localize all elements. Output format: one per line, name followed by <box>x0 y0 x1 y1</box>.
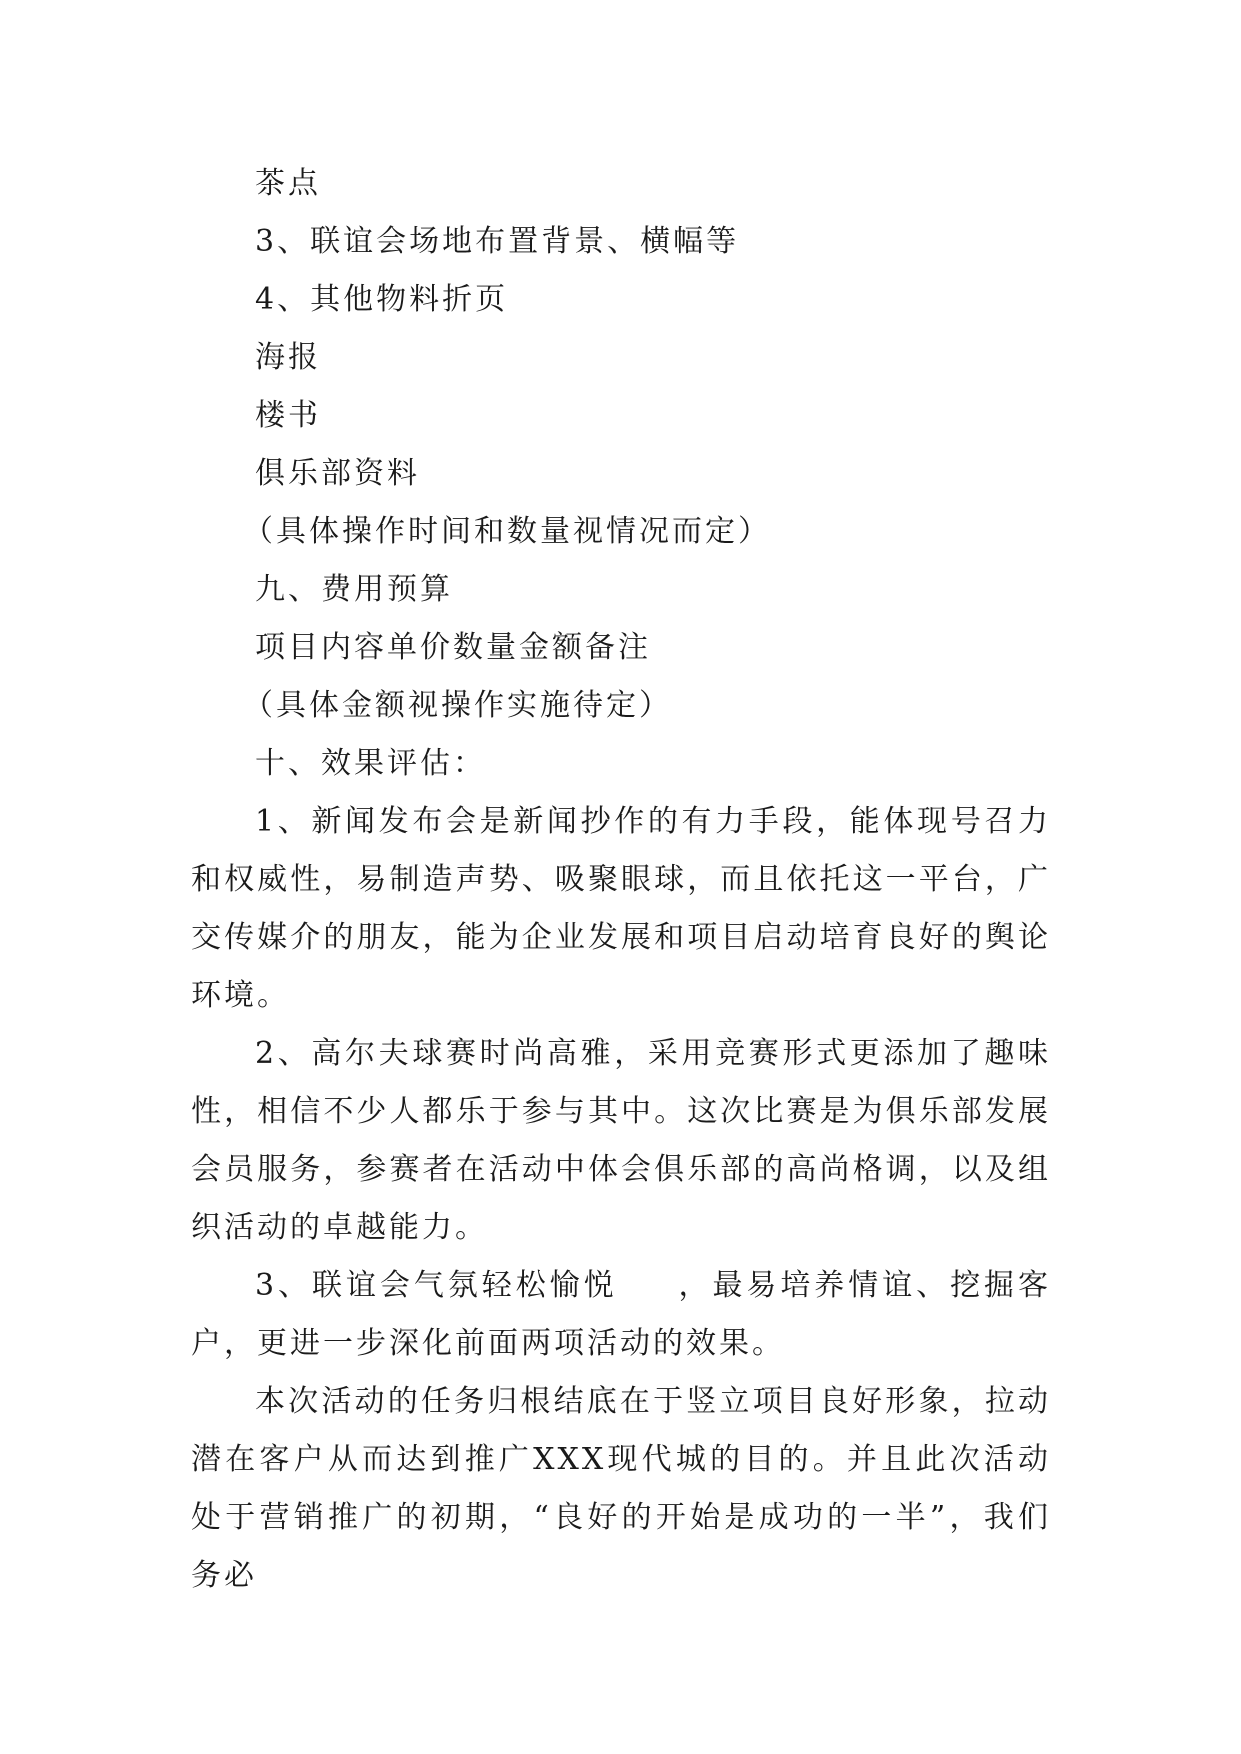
paragraph-summary: 本次活动的任务归根结底在于竖立项目良好形象，拉动潜在客户从而达到推广XXX现代城的目的。并且此次活动处于营销推广的初期，“良好的开始是成功的一半”，我们务必 <box>191 1384 1051 1593</box>
budget-table-header: 项目内容单价数量金额备注 <box>255 630 651 665</box>
note-budget-pending: （具体金额视操作实施待定） <box>243 688 672 723</box>
list-item-poster: 海报 <box>255 340 321 375</box>
paragraph-friendship-party <box>191 1257 1051 1373</box>
paragraph-golf-tournament-text: 2、高尔夫球赛时尚高雅，采用竞赛形式更添加了趣味性，相信不少人都乐于参与其中。这次比赛是为俱乐部发展会员服务，参赛者在活动中体会俱乐部的高尚格调，以及组织活动的卓越能力。 <box>191 1036 1051 1245</box>
list-item-club-materials: 俱乐部资料 <box>255 456 420 491</box>
section-heading-evaluation: 十、效果评估： <box>255 746 486 781</box>
paragraph-friendship-party-part1: 3、联谊会气氛轻松愉悦 <box>255 1268 618 1303</box>
list-item-refreshments: 茶点 <box>255 166 321 201</box>
list-item-brochure: 楼书 <box>255 398 321 433</box>
section-heading-budget: 九、费用预算 <box>255 572 453 607</box>
list-item-other-materials: 4、其他物料折页 <box>255 282 509 317</box>
paragraph-friendship-party-part2: ，最易培养情谊、挖掘客户，更进一步深化前面两项活动的效果。 <box>191 1268 1051 1361</box>
document-body <box>191 155 1051 1605</box>
note-operation-time: （具体操作时间和数量视情况而定） <box>243 514 771 549</box>
paragraph-golf-tournament <box>191 1025 1051 1257</box>
paragraph-press-conference: 1、新闻发布会是新闻抄作的有力手段，能体现号召力和权威性，易制造声势、吸聚眼球，而且依托这一平台，广交传媒介的朋友，能为企业发展和项目启动培育良好的舆论环境。 <box>191 804 1051 1013</box>
list-item-venue-decoration: 3、联谊会场地布置背景、横幅等 <box>255 224 740 259</box>
